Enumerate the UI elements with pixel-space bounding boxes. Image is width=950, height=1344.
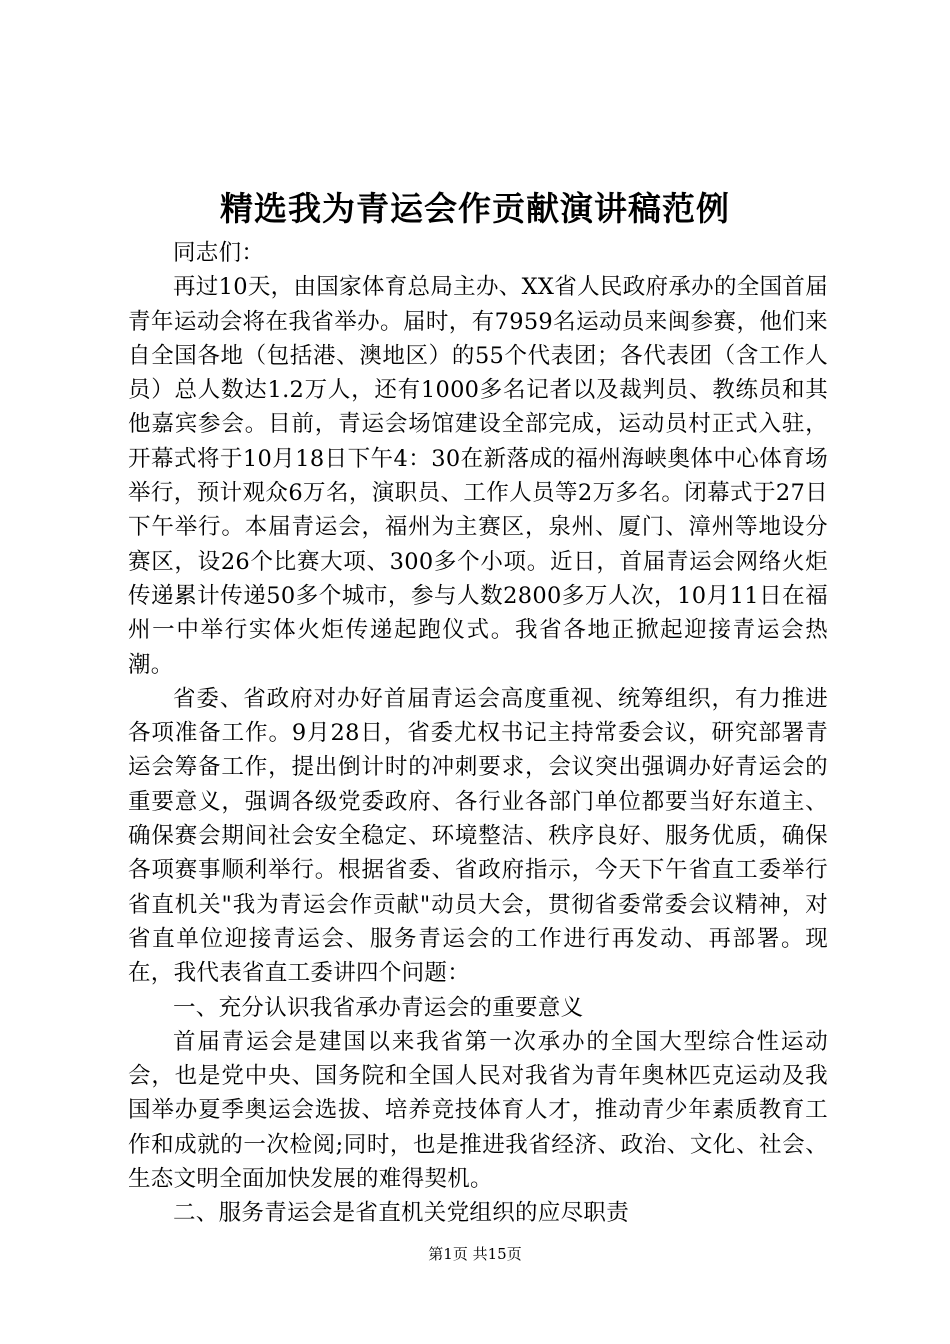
section-heading: 一、充分认识我省承办青运会的重要意义 <box>173 994 584 1021</box>
page-number-footer: 第1页 共15页 <box>428 1245 522 1263</box>
section-heading: 二、服务青运会是省直机关党组织的应尽职责 <box>173 1200 630 1227</box>
paragraph: 再过10天，由国家体育总局主办、XX省人民政府承办的全国首届青年运动会将在我省举办。届时，有7959名运动员来闽参赛，他们来自全国各地（包括港、澳地区）的55个代表团；各代表团（含工作人员）总人数达1.2万人，还有1000多名记者以及裁判员、教练员和其他嘉宾参会。目前，青运会场馆建设全部完成，运动员村正式入驻，开幕式将于10月18日下午4：30在新落成的福州海峡奥体中心体育场举行，预计观众6万名，演职员、工作人员等2万多名。闭幕式于27日下午举行。本届青运会，福州为主赛区，泉州、厦门、漳州等地设分赛区，设26个比赛大项、300多个小项。近日，首届青运会网络火炬传递累计传递50多个城市，参与人数2800多万人次，10月11日在福州一中举行实体火炬传递起跑仪式。我省各地正掀起迎接青运会热潮。 <box>128 274 828 678</box>
paragraph: 省委、省政府对办好首届青运会高度重视、统筹组织，有力推进各项准备工作。9月28日，省委尤权书记主持常委会议，研究部署青运会筹备工作，提出倒计时的冲刺要求，会议突出强调办好青运会的重要意义，强调各级党委政府、各行业各部门单位都要当好东道主、确保赛会期间社会安全稳定、环境整洁、秩序良好、服务优质，确保各项赛事顺利举行。根据省委、省政府指示，今天下午省直工委举行省直机关"我为青运会作贡献"动员大会，贯彻省委常委会议精神，对省直单位迎接青运会、服务青运会的工作进行再发动、再部署。现在，我代表省直工委讲四个问题： <box>128 685 828 987</box>
salutation: 同志们： <box>173 240 265 266</box>
document-body <box>128 236 828 1231</box>
paragraph: 首届青运会是建国以来我省第一次承办的全国大型综合性运动会，也是党中央、国务院和全国人民对我省为青年奥林匹克运动及我国举办夏季奥运会选拔、培养竞技体育人才，推动青少年素质教育工作和成就的一次检阅;同时，也是推进我省经济、政治、文化、社会、生态文明全面加快发展的难得契机。 <box>128 1028 828 1193</box>
document-title: 精选我为青运会作贡献演讲稿范例 <box>220 189 730 228</box>
